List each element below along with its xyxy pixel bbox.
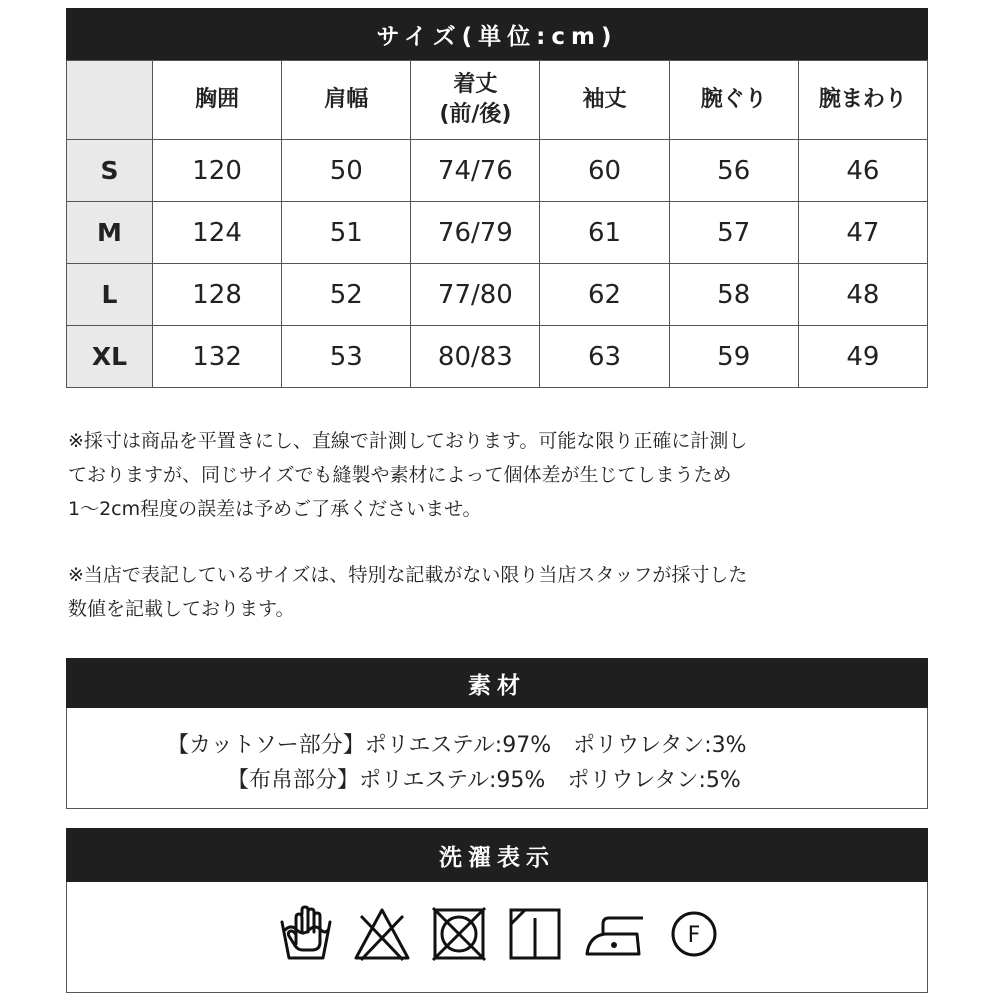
cell-value: 58 [669, 264, 798, 326]
care-icons [279, 904, 721, 964]
cell-value: 60 [540, 140, 669, 202]
header-length-line2: (前/後) [439, 102, 512, 127]
table-row [67, 326, 928, 388]
material-line-cutsew: 【カットソー部分】ポリエステル:97% ポリウレタン:3% [167, 733, 747, 758]
header-sleeve: 袖丈 [540, 61, 669, 140]
cell-value: 46 [798, 140, 927, 202]
cell-value: 132 [153, 326, 282, 388]
cell-value: 76/79 [411, 202, 540, 264]
size-section-title [66, 8, 928, 60]
header-length [411, 61, 540, 140]
row-size-label: L [67, 264, 153, 326]
cell-value: 80/83 [411, 326, 540, 388]
row-size-label: M [67, 202, 153, 264]
note-line: ておりますが、同じサイズでも縫製や素材によって個体差が生じてしまうため [68, 464, 732, 486]
cell-value: 74/76 [411, 140, 540, 202]
hand-wash-icon [279, 904, 333, 964]
note-line: 1～2cm程度の誤差は予めご了承くださいませ。 [68, 498, 482, 520]
table-row [67, 264, 928, 326]
header-shoulder: 肩幅 [282, 61, 411, 140]
material-section-title [66, 658, 928, 708]
cell-value: 62 [540, 264, 669, 326]
note-line: ※当店で表記しているサイズは、特別な記載がない限り当店スタッフが採寸した [68, 564, 748, 586]
cell-value: 51 [282, 202, 411, 264]
cell-value: 48 [798, 264, 927, 326]
cell-value: 63 [540, 326, 669, 388]
cell-value: 57 [669, 202, 798, 264]
no-tumble-dry-icon [431, 904, 487, 964]
size-title-text: サイズ(単位:cm) [376, 23, 618, 50]
care-box [66, 882, 928, 993]
dry-clean-letter: F [687, 923, 701, 948]
cell-value: 50 [282, 140, 411, 202]
cell-value: 124 [153, 202, 282, 264]
table-row [67, 140, 928, 202]
cell-value: 49 [798, 326, 927, 388]
dry-clean-f-icon [667, 904, 721, 964]
header-armhole: 腕ぐり [669, 61, 798, 140]
care-title-text: 洗濯表示 [439, 844, 555, 871]
cell-value: 59 [669, 326, 798, 388]
header-chest: 胸囲 [153, 61, 282, 140]
cell-value: 77/80 [411, 264, 540, 326]
cell-value: 61 [540, 202, 669, 264]
header-arm-circumference: 腕まわり [798, 61, 927, 140]
material-title-text: 素材 [468, 672, 526, 699]
line-dry-shade-icon [507, 904, 563, 964]
material-line-woven: 【布帛部分】ポリエステル:95% ポリウレタン:5% [227, 768, 741, 793]
size-table [66, 60, 928, 388]
care-section-title [66, 828, 928, 882]
header-length-line1: 着丈 [453, 72, 498, 97]
row-size-label: XL [67, 326, 153, 388]
cell-value: 120 [153, 140, 282, 202]
cell-value: 56 [669, 140, 798, 202]
iron-low-icon [583, 904, 647, 964]
cell-value: 53 [282, 326, 411, 388]
cell-value: 52 [282, 264, 411, 326]
cell-value: 47 [798, 202, 927, 264]
size-source-note [68, 558, 747, 626]
no-bleach-icon [353, 904, 411, 964]
material-box [66, 708, 928, 809]
table-row [67, 202, 928, 264]
note-line: 数値を記載しております。 [68, 598, 295, 620]
header-corner [67, 61, 153, 140]
cell-value: 128 [153, 264, 282, 326]
size-table-header-row [67, 61, 928, 140]
note-line: ※採寸は商品を平置きにし、直線で計測しております。可能な限り正確に計測し [68, 430, 748, 452]
row-size-label: S [67, 140, 153, 202]
measurement-note [68, 424, 747, 526]
